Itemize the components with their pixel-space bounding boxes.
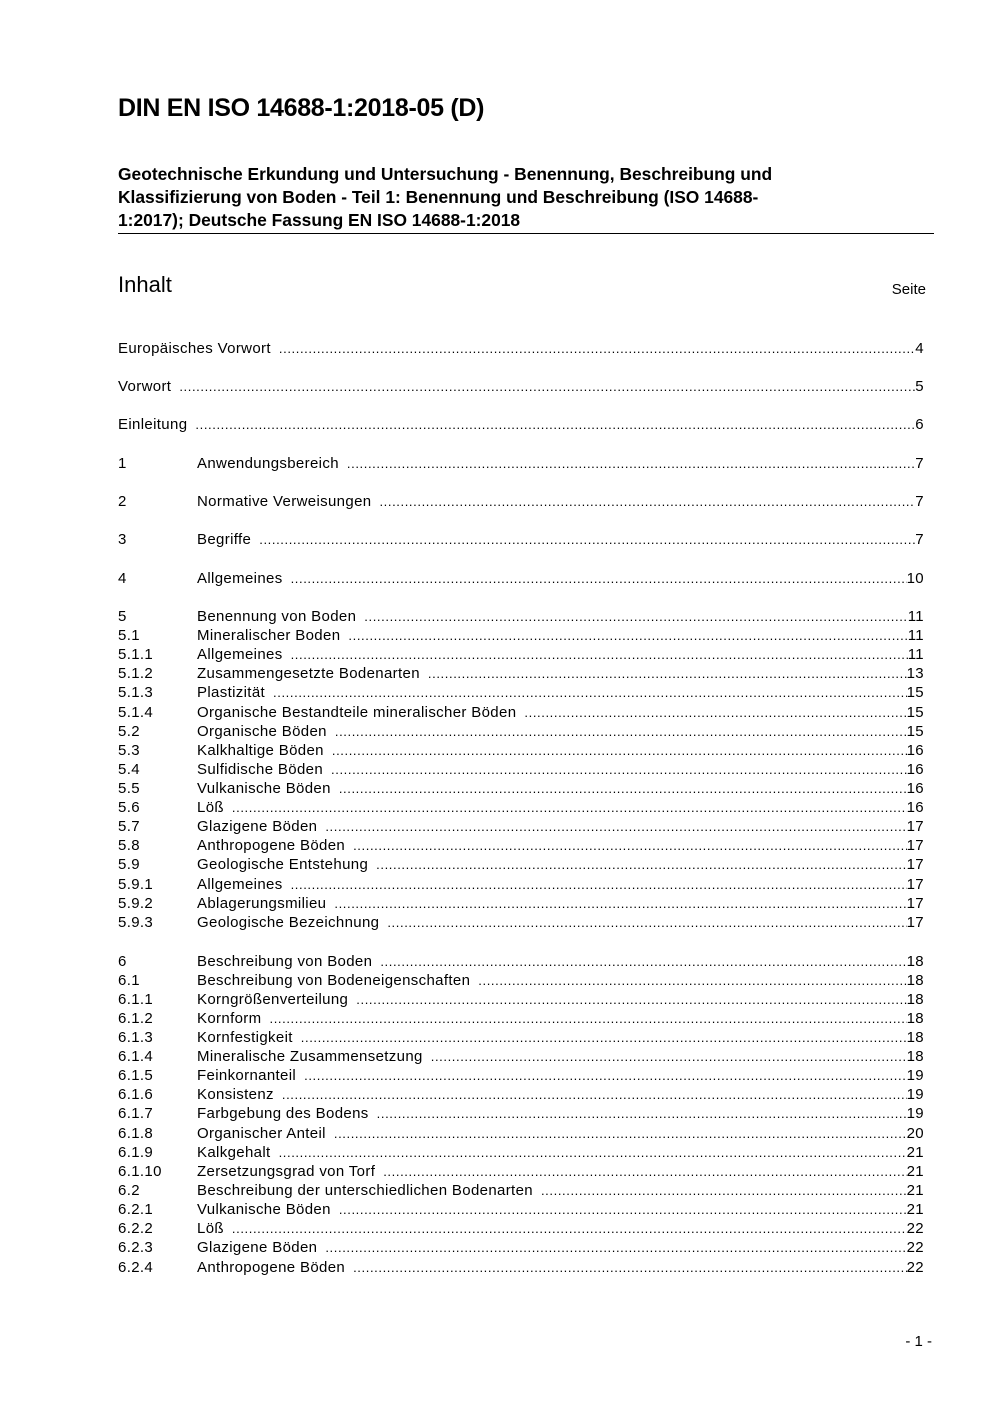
- toc-entry[interactable]: [118, 664, 924, 683]
- toc-entry-title: Anthropogene Böden: [197, 837, 346, 854]
- toc-entry-page: 21: [906, 1144, 924, 1161]
- toc-entry-page: 17: [906, 914, 924, 931]
- toc-entry[interactable]: [118, 1162, 924, 1181]
- toc-entry-number: 6.2: [118, 1182, 140, 1199]
- toc-entry-title: Farbgebung des Bodens: [197, 1105, 369, 1122]
- toc-entry-number: 5.6: [118, 799, 140, 816]
- subtitle-line: 1:2017); Deutsche Fassung EN ISO 14688-1:2018: [118, 210, 521, 230]
- toc-entry-title: Korngrößenverteilung: [197, 991, 349, 1008]
- toc-entry-page: 18: [906, 953, 924, 970]
- toc-entry-title: Beschreibung von Bodeneigenschaften: [197, 972, 471, 989]
- toc-entry-page: 18: [906, 1048, 924, 1065]
- toc-entry-page: 11: [907, 608, 924, 625]
- toc-entry-page: 16: [906, 799, 924, 816]
- subtitle-line: Klassifizierung von Boden - Teil 1: Benennung und Beschreibung (ISO 14688-: [118, 187, 759, 207]
- toc-dot-leader: [291, 645, 908, 664]
- toc-entry[interactable]: [118, 798, 924, 817]
- page-number-footer: - 1 -: [905, 1333, 932, 1350]
- toc-entry-number: 6.1.9: [118, 1144, 154, 1161]
- toc-entry-page: 19: [906, 1105, 924, 1122]
- toc-entry[interactable]: [118, 1219, 924, 1238]
- toc-dot-leader: [353, 836, 907, 855]
- toc-entry-number: 6.2.3: [118, 1239, 154, 1256]
- page-column-label: Seite: [891, 281, 926, 298]
- toc-entry[interactable]: [118, 894, 924, 913]
- toc-entry-title: Kornfestigkeit: [197, 1029, 293, 1046]
- toc-entry-number: 5.1.2: [118, 665, 154, 682]
- toc-entry-title: Ablagerungsmilieu: [197, 895, 327, 912]
- toc-entry-number: 3: [118, 531, 127, 548]
- toc-entry-number: 5.2: [118, 723, 140, 740]
- toc-dot-leader: [339, 779, 907, 798]
- toc-entry-page: 17: [906, 818, 924, 835]
- toc-dot-leader: [335, 722, 907, 741]
- toc-entry-page: 17: [906, 895, 924, 912]
- toc-entry-title: Vulkanische Böden: [197, 1201, 331, 1218]
- toc-dot-leader: [379, 492, 915, 511]
- toc-entry[interactable]: [118, 1200, 924, 1219]
- toc-entry-title: Benennung von Boden: [197, 608, 357, 625]
- toc-entry-title: Geologische Entstehung: [197, 856, 369, 873]
- toc-entry-number: 6.1.2: [118, 1010, 154, 1027]
- toc-dot-leader: [334, 1124, 907, 1143]
- toc-entry[interactable]: [118, 855, 924, 874]
- toc-entry-page: 16: [906, 780, 924, 797]
- toc-dot-leader: [334, 894, 906, 913]
- toc-entry-title: Mineralische Zusammensetzung: [197, 1048, 423, 1065]
- toc-entry-title: Kalkgehalt: [197, 1144, 271, 1161]
- toc-entry-number: 5.1: [118, 627, 140, 644]
- toc-dot-leader: [279, 1143, 907, 1162]
- toc-entry-page: 15: [906, 704, 924, 721]
- toc-entry-page: 19: [906, 1086, 924, 1103]
- toc-dot-leader: [270, 1009, 907, 1028]
- toc-entry[interactable]: [118, 760, 924, 779]
- toc-dot-leader: [179, 377, 915, 396]
- toc-entry[interactable]: [118, 377, 924, 396]
- toc-dot-leader: [376, 855, 906, 874]
- toc-entry-page: 20: [906, 1125, 924, 1142]
- toc-entry-page: 21: [906, 1182, 924, 1199]
- toc-entry-number: 6.1.4: [118, 1048, 154, 1065]
- toc-entry-number: 6.2.1: [118, 1201, 154, 1218]
- toc-entry-number: 6.1.3: [118, 1029, 154, 1046]
- toc-entry[interactable]: [118, 875, 924, 894]
- toc-entry-page: 7: [915, 493, 924, 510]
- toc-entry-title: Kalkhaltige Böden: [197, 742, 324, 759]
- toc-entry-number: 5: [118, 608, 127, 625]
- toc-entry-page: 16: [906, 761, 924, 778]
- toc-entry-page: 22: [906, 1259, 924, 1276]
- toc-entry-title: Allgemeines: [197, 570, 283, 587]
- toc-entry-title: Beschreibung von Boden: [197, 953, 373, 970]
- toc-entry[interactable]: [118, 492, 924, 511]
- toc-entry-page: 21: [906, 1163, 924, 1180]
- toc-entry-page: 15: [906, 684, 924, 701]
- toc-entry-title: Organischer Anteil: [197, 1125, 326, 1142]
- toc-entry-title: Konsistenz: [197, 1086, 274, 1103]
- title-divider: [118, 233, 934, 234]
- toc-dot-leader: [387, 913, 906, 932]
- toc-entry[interactable]: [118, 1143, 924, 1162]
- toc-dot-leader: [377, 1104, 907, 1123]
- toc-entry-number: 5.1.1: [118, 646, 154, 663]
- toc-entry[interactable]: [118, 990, 924, 1009]
- toc-entry-page: 7: [915, 531, 924, 548]
- toc-entry-number: 4: [118, 570, 127, 587]
- document-subtitle: [118, 163, 898, 232]
- toc-entry-page: 18: [906, 1029, 924, 1046]
- toc-entry-title: Zersetzungsgrad von Torf: [197, 1163, 376, 1180]
- toc-entry-page: 5: [915, 378, 924, 395]
- toc-entry[interactable]: [118, 626, 924, 645]
- toc-entry[interactable]: [118, 607, 924, 626]
- toc-entry-page: 17: [906, 837, 924, 854]
- toc-dot-leader: [331, 760, 907, 779]
- toc-dot-leader: [279, 339, 915, 358]
- toc-entry-number: 6.1.8: [118, 1125, 154, 1142]
- toc-entry[interactable]: [118, 1028, 924, 1047]
- toc-entry-number: 5.5: [118, 780, 140, 797]
- toc-entry-title: Begriffe: [197, 531, 252, 548]
- toc-entry-title: Europäisches Vorwort: [118, 340, 271, 357]
- toc-entry-title: Organische Böden: [197, 723, 327, 740]
- toc-entry[interactable]: [118, 1181, 924, 1200]
- toc-entry-title: Organische Bestandteile mineralischer Böden: [197, 704, 517, 721]
- toc-dot-leader: [348, 626, 907, 645]
- toc-entry-title: Geologische Bezeichnung: [197, 914, 380, 931]
- toc-entry-title: Allgemeines: [197, 646, 283, 663]
- toc-entry-title: Zusammengesetzte Bodenarten: [197, 665, 420, 682]
- toc-entry[interactable]: [118, 741, 924, 760]
- toc-entry-title: Vulkanische Böden: [197, 780, 331, 797]
- toc-dot-leader: [347, 454, 915, 473]
- toc-entry-title: Einleitung: [118, 416, 188, 433]
- toc-entry-number: 6.1: [118, 972, 140, 989]
- toc-dot-leader: [291, 875, 907, 894]
- toc-dot-leader: [383, 1162, 906, 1181]
- toc-dot-leader: [232, 1219, 907, 1238]
- toc-entry[interactable]: [118, 1238, 924, 1257]
- toc-entry-number: 5.4: [118, 761, 140, 778]
- toc-dot-leader: [428, 664, 907, 683]
- toc-entry[interactable]: [118, 913, 924, 932]
- toc-dot-leader: [364, 607, 907, 626]
- toc-entry-page: 6: [915, 416, 924, 433]
- toc-entry-number: 5.3: [118, 742, 140, 759]
- toc-entry[interactable]: [118, 454, 924, 473]
- toc-entry-title: Allgemeines: [197, 876, 283, 893]
- toc-entry-title: Kornform: [197, 1010, 262, 1027]
- toc-entry-page: 15: [906, 723, 924, 740]
- toc-entry[interactable]: [118, 1009, 924, 1028]
- toc-dot-leader: [524, 703, 906, 722]
- toc-entry-number: 6.2.4: [118, 1259, 154, 1276]
- toc-entry-title: Sulfidische Böden: [197, 761, 324, 778]
- toc-dot-leader: [541, 1181, 907, 1200]
- toc-dot-leader: [291, 569, 907, 588]
- toc-entry-number: 6.1.1: [118, 991, 154, 1008]
- toc-entry-number: 6.1.10: [118, 1163, 162, 1180]
- toc-entry-number: 5.7: [118, 818, 140, 835]
- toc-entry-page: 18: [906, 991, 924, 1008]
- toc-dot-leader: [273, 683, 907, 702]
- toc-entry-title: Anwendungsbereich: [197, 455, 339, 472]
- toc-dot-leader: [431, 1047, 907, 1066]
- toc-entry-number: 5.9.3: [118, 914, 154, 931]
- toc-entry-number: 6.1.5: [118, 1067, 154, 1084]
- toc-dot-leader: [304, 1066, 906, 1085]
- toc-entry-title: Mineralischer Boden: [197, 627, 341, 644]
- toc-entry[interactable]: [118, 683, 924, 702]
- toc-entry-title: Anthropogene Böden: [197, 1259, 346, 1276]
- toc-entry-page: 19: [906, 1067, 924, 1084]
- toc-entry[interactable]: [118, 1104, 924, 1123]
- toc-entry-page: 4: [915, 340, 924, 357]
- toc-entry[interactable]: [118, 722, 924, 741]
- toc-dot-leader: [353, 1258, 907, 1277]
- toc-entry[interactable]: [118, 836, 924, 855]
- toc-entry-page: 17: [906, 856, 924, 873]
- toc-entry[interactable]: [118, 530, 924, 549]
- toc-entry-title: Glazigene Böden: [197, 1239, 318, 1256]
- toc-entry-number: 5.1.3: [118, 684, 154, 701]
- toc-entry-title: Beschreibung der unterschiedlichen Bodenarten: [197, 1182, 533, 1199]
- toc-dot-leader: [325, 1238, 906, 1257]
- toc-entry-page: 21: [906, 1201, 924, 1218]
- subtitle-line: Geotechnische Erkundung und Untersuchung - Benennung, Beschreibung und: [118, 164, 773, 184]
- toc-entry-title: Vorwort: [118, 378, 172, 395]
- toc-entry-page: 7: [915, 455, 924, 472]
- toc-entry-title: Löß: [197, 1220, 224, 1237]
- toc-entry[interactable]: [118, 1124, 924, 1143]
- contents-heading: Inhalt: [118, 272, 172, 297]
- toc-entry-number: 5.8: [118, 837, 140, 854]
- toc-entry-title: Glazigene Böden: [197, 818, 318, 835]
- toc-entry[interactable]: [118, 779, 924, 798]
- toc-entry[interactable]: [118, 339, 924, 358]
- toc-entry[interactable]: [118, 1258, 924, 1277]
- toc-entry-title: Löß: [197, 799, 224, 816]
- toc-entry-number: 6.1.7: [118, 1105, 154, 1122]
- toc-entry-number: 5.9: [118, 856, 140, 873]
- toc-entry[interactable]: [118, 415, 924, 434]
- toc-entry-title: Feinkornanteil: [197, 1067, 297, 1084]
- toc-entry[interactable]: [118, 645, 924, 664]
- toc-dot-leader: [325, 817, 906, 836]
- toc-entry[interactable]: [118, 952, 924, 971]
- toc-entry-page: 22: [906, 1239, 924, 1256]
- toc-dot-leader: [282, 1085, 907, 1104]
- toc-dot-leader: [478, 971, 906, 990]
- toc-dot-leader: [232, 798, 907, 817]
- toc-entry-number: 6.1.6: [118, 1086, 154, 1103]
- toc-entry-page: 11: [907, 627, 924, 644]
- toc-entry-page: 17: [906, 876, 924, 893]
- toc-entry-number: 5.9.2: [118, 895, 154, 912]
- toc-entry[interactable]: [118, 1085, 924, 1104]
- toc-entry-number: 2: [118, 493, 127, 510]
- toc-dot-leader: [259, 530, 915, 549]
- toc-entry-number: 5.9.1: [118, 876, 154, 893]
- toc-entry-page: 11: [907, 646, 924, 663]
- toc-entry-number: 6.2.2: [118, 1220, 154, 1237]
- toc-entry[interactable]: [118, 1047, 924, 1066]
- toc-dot-leader: [356, 990, 906, 1009]
- toc-entry-title: Plastizität: [197, 684, 266, 701]
- toc-entry-page: 16: [906, 742, 924, 759]
- toc-dot-leader: [332, 741, 907, 760]
- toc-entry-page: 18: [906, 972, 924, 989]
- toc-entry-number: 6: [118, 953, 127, 970]
- toc-dot-leader: [339, 1200, 907, 1219]
- toc-entry-page: 10: [906, 570, 924, 587]
- toc-entry[interactable]: [118, 703, 924, 722]
- toc-entry-number: 5.1.4: [118, 704, 154, 721]
- document-title: DIN EN ISO 14688-1:2018-05 (D): [118, 94, 485, 122]
- toc-entry[interactable]: [118, 817, 924, 836]
- toc-entry[interactable]: [118, 569, 924, 588]
- toc-entry-page: 18: [906, 1010, 924, 1027]
- toc-entry-page: 22: [906, 1220, 924, 1237]
- toc-dot-leader: [380, 952, 906, 971]
- toc-entry[interactable]: [118, 971, 924, 990]
- toc-entry[interactable]: [118, 1066, 924, 1085]
- toc-entry-title: Normative Verweisungen: [197, 493, 372, 510]
- toc-dot-leader: [301, 1028, 907, 1047]
- toc-dot-leader: [195, 415, 915, 434]
- toc-entry-number: 1: [118, 455, 127, 472]
- toc-entry-page: 13: [906, 665, 924, 682]
